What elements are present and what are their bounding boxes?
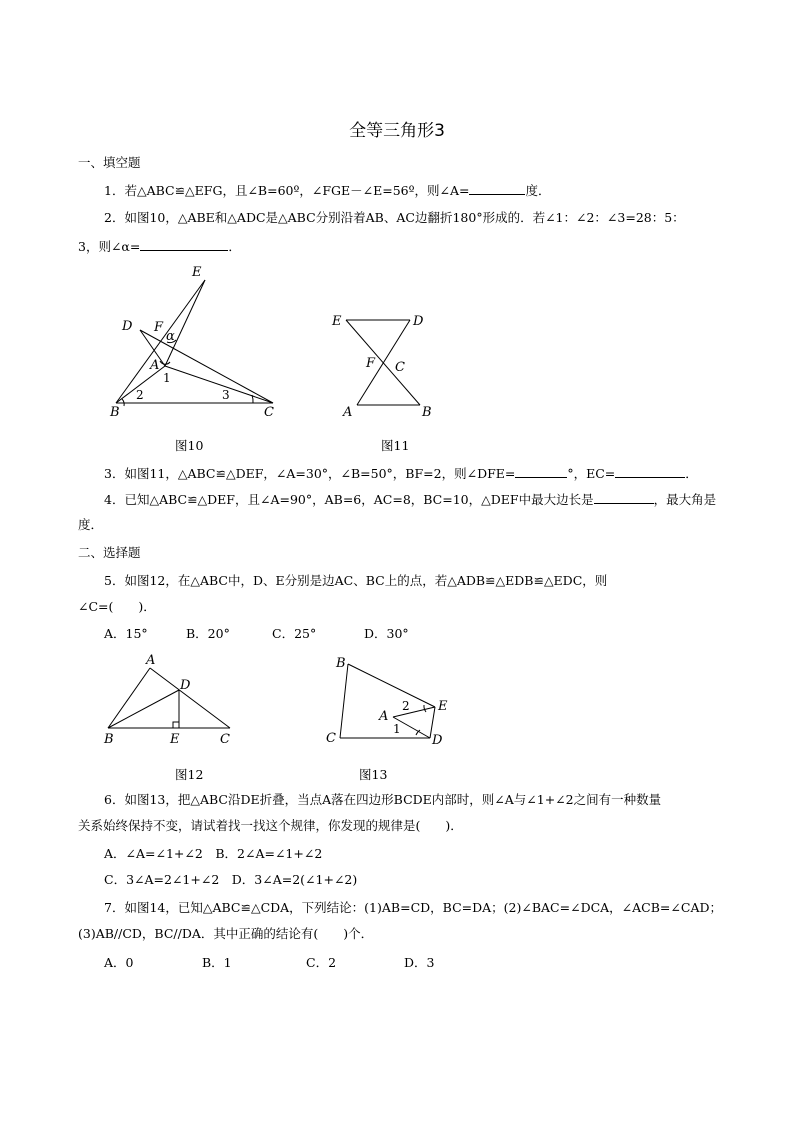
fig10-segment-ae xyxy=(165,280,205,366)
question-4-line-1 xyxy=(104,490,716,508)
q4-text: 4．已知△ABC≌△DEF，且∠A=90°，AB=6，AC=8，BC=10，△DEF中最大边长是 xyxy=(104,492,594,507)
q3-answer-blank-1[interactable] xyxy=(515,464,567,478)
fig10-label-alpha: α xyxy=(166,329,175,344)
question-6-options-row-2[interactable]: C．3∠A=2∠1+∠2 D．3∠A=2(∠1+∠2) xyxy=(104,872,358,887)
q5-option-a[interactable]: A．15° xyxy=(104,626,148,641)
figure-10-caption: 图10 xyxy=(175,438,204,453)
figure-11-caption: 图11 xyxy=(381,438,410,453)
q2-text: 3，则∠α= xyxy=(78,239,141,254)
question-5-line-1: 5．如图12，在△ABC中，D、E分别是边AC、BC上的点，若△ADB≌△EDB≌△EDC，则 xyxy=(104,573,608,588)
question-1 xyxy=(104,181,550,199)
q5-option-b[interactable]: B．20° xyxy=(186,626,230,641)
fig10-segment-dc xyxy=(140,330,273,403)
fig12-segment-ac xyxy=(150,668,230,728)
q4-mid: ，最大角是 xyxy=(653,492,717,507)
q3-answer-blank-2[interactable] xyxy=(615,464,685,478)
figure-10 xyxy=(100,258,290,423)
fig13-label-a: A xyxy=(379,709,389,724)
fig10-label-b: B xyxy=(110,405,120,420)
fig12-segment-ba xyxy=(108,668,150,728)
fig10-label-e: E xyxy=(192,265,202,280)
fig13-label-d: D xyxy=(432,733,443,748)
fig11-label-f: F xyxy=(366,356,376,371)
fig11-label-a: A xyxy=(343,405,353,420)
fig13-label-c: C xyxy=(326,731,336,746)
question-7-line-2: (3)AB//CD，BC//DA．其中正确的结论有( )个． xyxy=(78,926,374,941)
figure-13 xyxy=(322,652,462,752)
fig10-label-d: D xyxy=(122,319,133,334)
question-2-line-2 xyxy=(78,237,241,255)
question-4-line-2: 度． xyxy=(78,517,104,532)
fig12-label-c: C xyxy=(220,732,230,747)
fig13-label-e: E xyxy=(438,699,448,714)
fig12-label-e: E xyxy=(170,732,180,747)
fig13-segment-ae xyxy=(393,707,435,717)
fig11-label-d: D xyxy=(413,314,424,329)
q5-option-c[interactable]: C．25° xyxy=(272,626,317,641)
question-3 xyxy=(104,464,698,482)
figure-11 xyxy=(325,305,440,420)
fig10-label-2: 2 xyxy=(136,388,144,402)
section-choice-heading: 二、选择题 xyxy=(78,545,141,560)
question-6-line-2: 关系始终保持不变，请试着找一找这个规律，你发现的规律是( )． xyxy=(78,818,463,833)
fig10-label-f: F xyxy=(154,320,164,335)
fig10-label-1: 1 xyxy=(163,371,171,385)
fig10-label-3: 3 xyxy=(222,388,230,402)
question-7-line-1: 7．如图14，已知△ABC≌△CDA，下列结论：(1)AB=CD，BC=DA；(2)∠BAC=∠DCA，∠ACB=∠CAD； xyxy=(104,900,722,915)
figure-13-caption: 图13 xyxy=(359,767,388,782)
q3-suffix: ． xyxy=(685,466,698,481)
fig12-label-a: A xyxy=(146,653,156,668)
fig12-label-b: B xyxy=(104,732,114,747)
fig13-angle-2-arc xyxy=(424,705,426,712)
fig11-label-c: C xyxy=(395,360,405,375)
fig13-label-2: 2 xyxy=(402,699,410,713)
fig12-label-d: D xyxy=(180,678,191,693)
fig11-label-b: B xyxy=(422,405,432,420)
fig12-right-angle-mark xyxy=(173,722,179,728)
q3-text: 3．如图11，△ABC≌△DEF，∠A=30°，∠B=50°，BF=2，则∠DFE= xyxy=(104,466,516,481)
fig13-label-1: 1 xyxy=(393,722,401,736)
q1-suffix: 度． xyxy=(525,183,551,198)
fig10-label-a: A xyxy=(150,358,160,373)
q7-option-a[interactable]: A．0 xyxy=(104,955,134,970)
q7-option-b[interactable]: B．1 xyxy=(202,955,232,970)
section-fill-in-heading: 一、填空题 xyxy=(78,155,141,170)
question-6-line-1: 6．如图13，把△ABC沿DE折叠，当点A落在四边形BCDE内部时，则∠A与∠1+∠2之间有一种数量 xyxy=(104,792,662,807)
q5-option-d[interactable]: D．30° xyxy=(364,626,409,641)
q2-answer-blank[interactable] xyxy=(140,237,228,251)
fig13-segment-bc xyxy=(340,664,348,738)
fig13-label-b: B xyxy=(336,656,346,671)
question-5-options xyxy=(104,626,409,642)
fig13-segment-be xyxy=(348,664,435,707)
question-5-line-2: ∠C=( )． xyxy=(78,599,156,614)
question-7-options xyxy=(104,955,434,971)
q2-suffix: ． xyxy=(228,239,241,254)
question-2-line-1: 2．如图10，△ABE和△ADC是△ABC分别沿着AB、AC边翻折180°形成的．若∠1：∠2：∠3=28：5： xyxy=(104,210,685,225)
page-title: 全等三角形3 xyxy=(349,121,445,141)
q3-mid: °，EC= xyxy=(567,466,616,481)
fig11-label-e: E xyxy=(332,314,342,329)
q7-option-d[interactable]: D．3 xyxy=(404,955,435,970)
question-6-options-row-1[interactable]: A．∠A=∠1+∠2 B．2∠A=∠1+∠2 xyxy=(104,846,323,861)
q1-text: 1．若△ABC≌△EFG，且∠B=60º，∠FGE－∠E=56º，则∠A= xyxy=(104,183,470,198)
figure-12-caption: 图12 xyxy=(175,767,204,782)
fig10-label-c: C xyxy=(264,405,274,420)
fig10-segment-ac xyxy=(165,366,273,403)
fig12-segment-bd xyxy=(108,690,179,728)
figure-12 xyxy=(100,650,240,750)
q7-option-c[interactable]: C．2 xyxy=(306,955,337,970)
q1-answer-blank[interactable] xyxy=(469,181,525,195)
q4-answer-blank[interactable] xyxy=(594,490,654,504)
